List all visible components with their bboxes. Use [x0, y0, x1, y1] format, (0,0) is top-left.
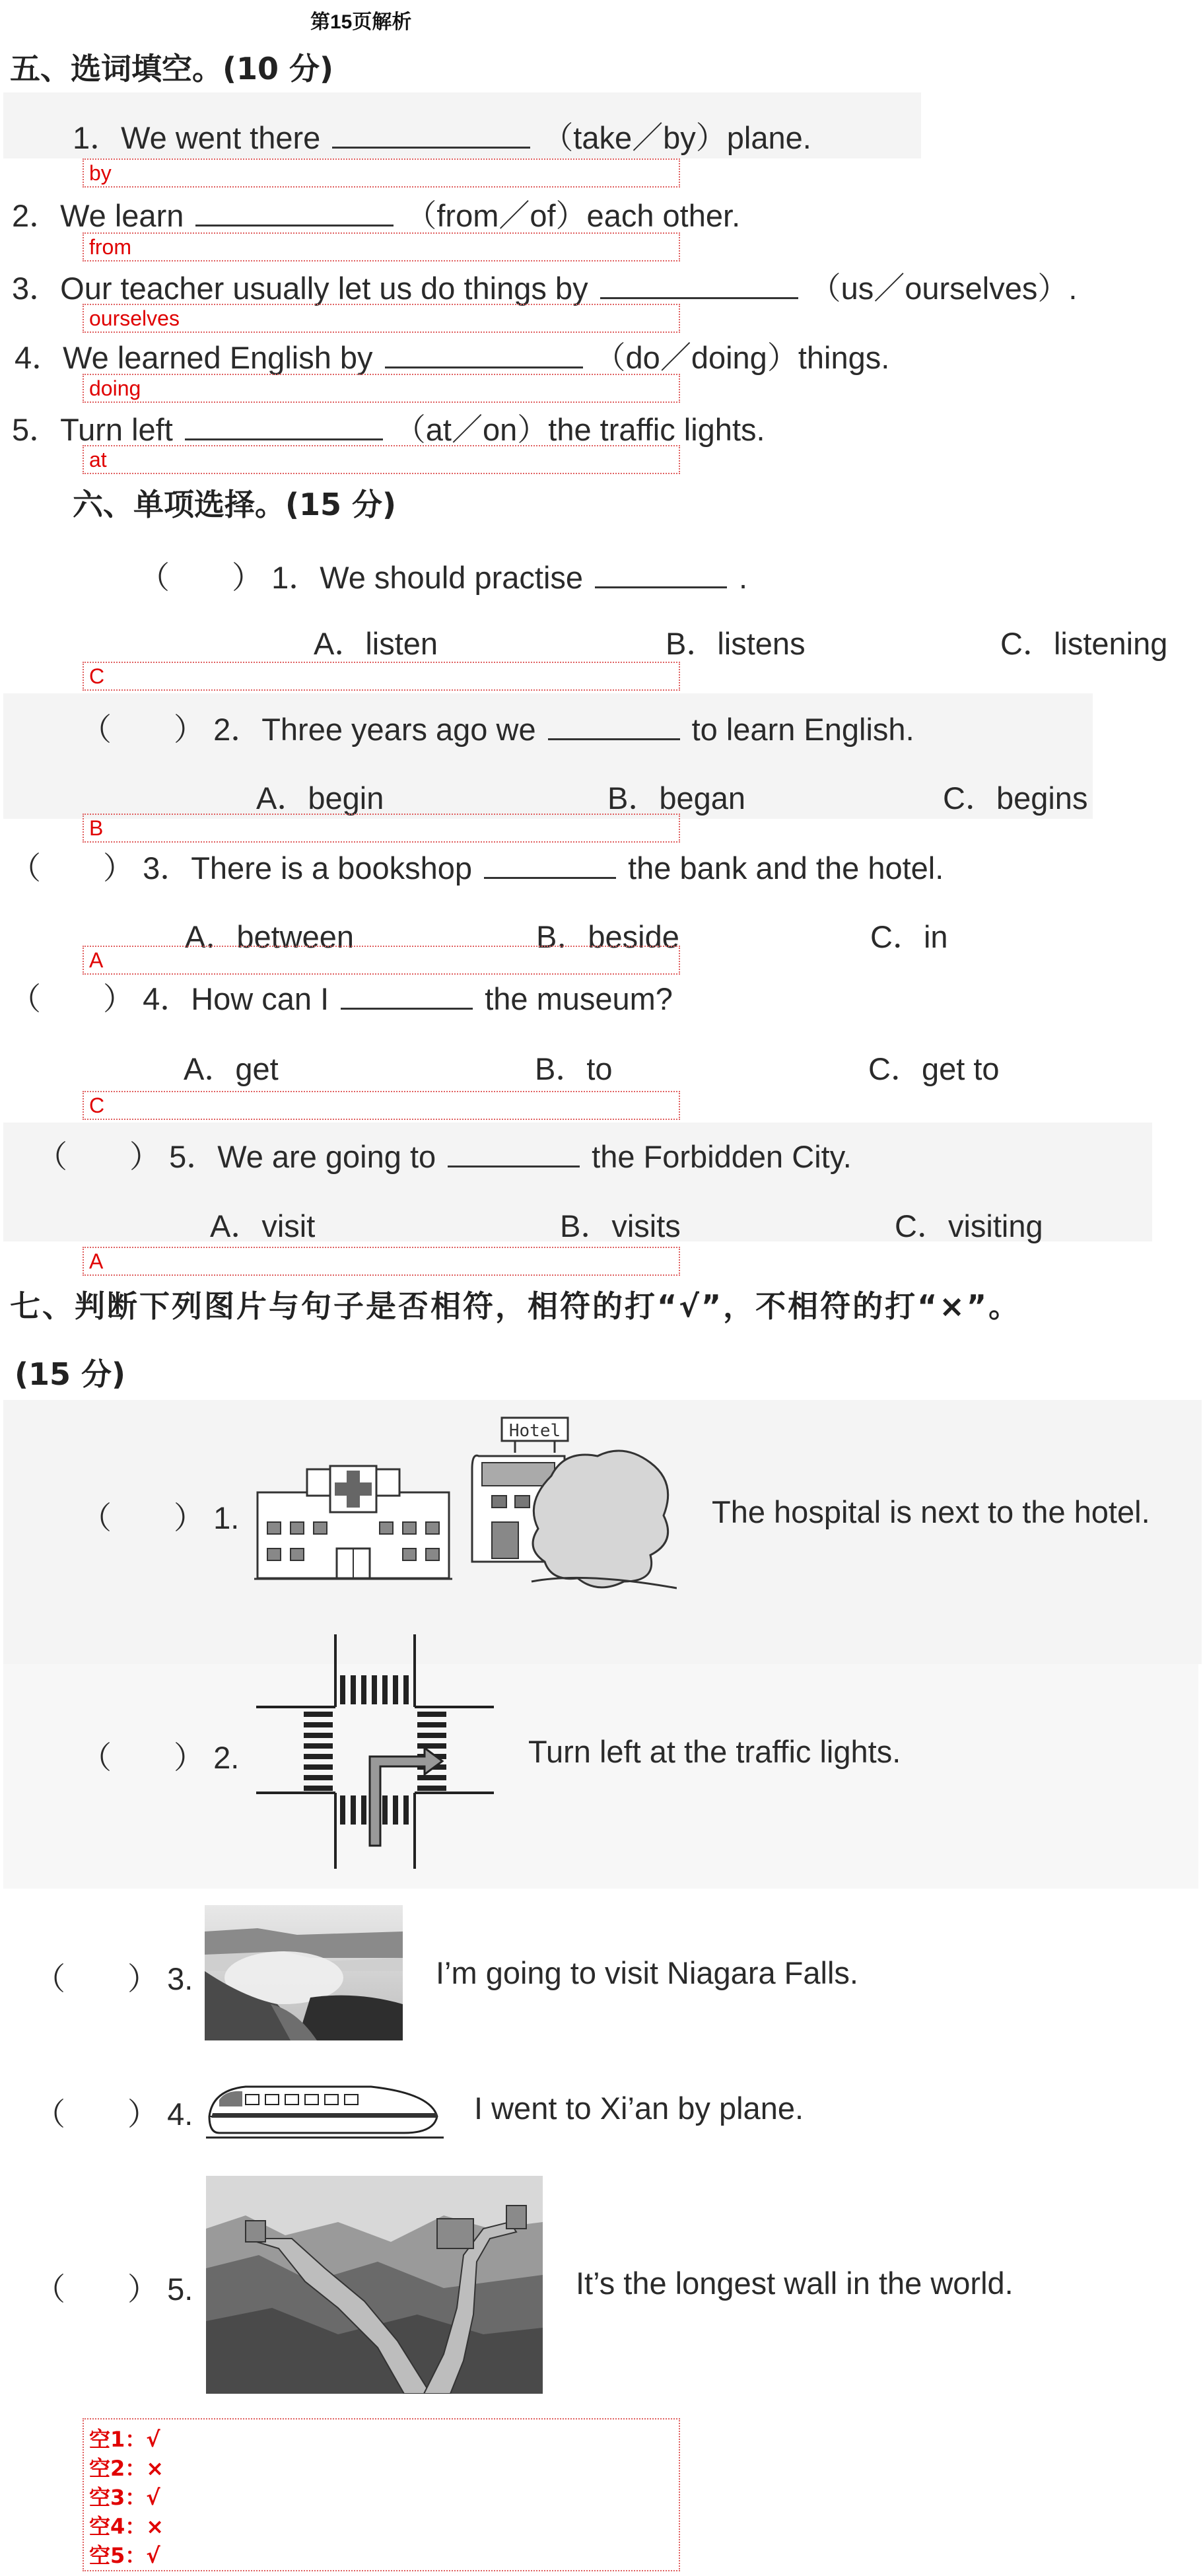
- s7-item5-paren: （ ）: [34, 2272, 158, 2307]
- s7-item-4: [34, 2090, 193, 2134]
- s6-q5-blank: [448, 1139, 580, 1167]
- s7-item-5: [34, 2265, 193, 2309]
- page-title: 第15页解析: [310, 11, 412, 33]
- s6-q1-stem: 1．We should practise: [271, 560, 584, 595]
- s6-answer-4: C: [89, 1094, 105, 1117]
- s6-q3-option-c: C．in: [870, 919, 948, 954]
- s7-item2-sentence: Turn left at the traffic lights.: [528, 1734, 901, 1769]
- s6-question-1: [139, 553, 747, 598]
- s6-q1-blank: [595, 560, 727, 588]
- s7-item3-paren: （ ）: [34, 1961, 158, 1996]
- s7-answer-box: [83, 2418, 680, 2571]
- s6-q5-option-c: C．visiting: [895, 1208, 1043, 1243]
- s7-item5-sentence: It’s the longest wall in the world.: [576, 2266, 1014, 2301]
- s7-item4-sentence: I went to Xi’an by plane.: [474, 2091, 804, 2126]
- s5-q3-blank: [600, 271, 798, 299]
- s6-q3-stem: 3．There is a bookshop: [143, 851, 473, 886]
- s5-question-4: [15, 333, 889, 378]
- niagara-falls-photo: [205, 1905, 403, 2040]
- s6-question-3: [10, 844, 944, 888]
- section6-heading: 六、单项选择。(15 分): [73, 487, 397, 522]
- s6-q2-option-a: A．begin: [256, 781, 384, 816]
- s6-answer-box-4: [83, 1091, 680, 1120]
- s6-q2-stem: 2．Three years ago we: [213, 712, 536, 747]
- s5-answer-3: ourselves: [89, 306, 180, 330]
- s6-q3-stem-end: the bank and the hotel.: [628, 851, 944, 886]
- s5-answer-box-2: [83, 232, 680, 261]
- s6-q4-option-b: B．to: [535, 1051, 613, 1086]
- s5-answer-box-3: [83, 304, 680, 333]
- s7-item-1: [81, 1494, 239, 1538]
- s5-q1-choice: （take／by）plane.: [542, 120, 811, 155]
- s6-answer-box-1: [83, 662, 680, 691]
- s6-q4-stem: 4．How can I: [143, 981, 329, 1016]
- s5-q1-blank: [332, 120, 530, 149]
- s6-answer-box-5: [83, 1247, 680, 1276]
- s5-q4-choice: （do／doing）things.: [594, 340, 890, 375]
- s7-item2-paren: （ ）: [81, 1740, 205, 1775]
- s5-question-2: [12, 191, 740, 236]
- s6-q5-option-b: B．visits: [560, 1208, 681, 1243]
- s6-q5-option-a: A．visit: [210, 1208, 316, 1243]
- s5-answer-1: by: [89, 161, 112, 185]
- s6-q5-stem: 5．We are going to: [169, 1139, 436, 1174]
- s6-question-4: [10, 975, 673, 1019]
- train-illustration: [206, 2077, 444, 2143]
- s6-answer-2: B: [89, 816, 104, 840]
- s5-question-1: [73, 114, 811, 158]
- s7-item4-paren: （ ）: [34, 2097, 158, 2132]
- s6-answer-5: A: [89, 1249, 104, 1273]
- s6-q1-stem-end: .: [739, 560, 748, 595]
- section7-score: (15 分): [15, 1356, 126, 1392]
- s6-q4-stem-end: the museum?: [485, 981, 673, 1016]
- s6-question-5: [36, 1132, 852, 1177]
- s5-answer-box-4: [83, 374, 680, 403]
- s5-q5-choice: （at／on）the traffic lights.: [394, 412, 765, 447]
- s6-q3-paren: （ ）: [10, 851, 134, 886]
- s7-item1-num: 1.: [213, 1500, 240, 1535]
- s6-q3-option-a: A．between: [185, 919, 355, 954]
- s6-answer-1: C: [89, 664, 105, 688]
- great-wall-photo: [206, 2176, 543, 2394]
- s6-q2-paren: （ ）: [81, 712, 205, 747]
- s6-q2-blank: [548, 712, 680, 740]
- s6-answer-box-2: [83, 814, 680, 843]
- s5-question-3: [12, 264, 1077, 308]
- s7-answer-4: 空4：×: [89, 2514, 164, 2539]
- s6-q3-blank: [484, 851, 616, 879]
- s7-item-3: [34, 1955, 193, 1999]
- s5-answer-4: doing: [89, 376, 141, 400]
- s6-q1-paren: （ ）: [139, 560, 263, 595]
- s7-answer-1: 空1：√: [89, 2427, 160, 2452]
- section7-heading: 七、判断下列图片与句子是否相符，相符的打“√”，不相符的打“×”。: [10, 1288, 1021, 1324]
- s6-q2-stem-end: to learn English.: [691, 712, 914, 747]
- s5-q2-stem: 2．We learn: [12, 198, 184, 233]
- hospital-hotel-illustration: [254, 1416, 677, 1601]
- s5-q3-choice: （us／ourselves）.: [809, 271, 1078, 306]
- s7-answer-5: 空5：√: [89, 2543, 160, 2568]
- s7-answer-3: 空3：√: [89, 2485, 160, 2510]
- s7-answer-2: 空2：×: [89, 2456, 164, 2481]
- s7-item-2: [81, 1733, 239, 1778]
- crossroads-illustration: [256, 1634, 494, 1869]
- section5-heading: 五、选词填空。(10 分): [10, 51, 334, 87]
- s6-q5-paren: （ ）: [36, 1139, 160, 1174]
- s5-q2-blank: [195, 198, 394, 226]
- s6-q4-option-c: C．get to: [868, 1051, 1000, 1086]
- s5-answer-5: at: [89, 448, 107, 471]
- s6-q2-option-b: B．began: [607, 781, 746, 816]
- s5-q5-blank: [185, 412, 383, 440]
- s6-answer-box-3: [83, 946, 680, 975]
- s5-answer-box-1: [83, 158, 680, 188]
- s5-q3-stem: 3．Our teacher usually let us do things by: [12, 271, 588, 306]
- s5-q4-stem: 4．We learned English by: [15, 340, 373, 375]
- s6-q5-stem-end: the Forbidden City.: [592, 1139, 852, 1174]
- s7-item3-sentence: I’m going to visit Niagara Falls.: [436, 1955, 858, 1990]
- s7-item3-num: 3.: [167, 1961, 193, 1996]
- s7-item1-sentence: The hospital is next to the hotel.: [712, 1494, 1150, 1529]
- s6-question-2: [81, 705, 914, 749]
- s5-q4-blank: [385, 340, 583, 368]
- s5-question-5: [12, 405, 765, 450]
- s6-q4-paren: （ ）: [10, 981, 134, 1016]
- s7-item4-num: 4.: [167, 2097, 193, 2132]
- s5-answer-box-5: [83, 445, 680, 474]
- s6-q2-option-c: C．begins: [943, 781, 1088, 816]
- s5-answer-2: from: [89, 235, 131, 259]
- s7-item1-paren: （ ）: [81, 1500, 205, 1535]
- s5-q5-stem: 5．Turn left: [12, 412, 173, 447]
- hotel-sign-text: Hotel: [508, 1421, 561, 1441]
- s5-q2-choice: （from／of）each other.: [405, 198, 741, 233]
- s6-q3-option-b: B．beside: [536, 919, 679, 954]
- s6-q4-option-a: A．get: [184, 1051, 279, 1086]
- s6-q1-option-b: B．listens: [666, 626, 806, 661]
- s6-q1-option-a: A．listen: [314, 626, 438, 661]
- s7-item5-num: 5.: [167, 2272, 193, 2307]
- s6-q1-option-c: C．listening: [1000, 626, 1168, 661]
- s7-item2-num: 2.: [213, 1740, 240, 1775]
- s5-q1-stem: 1．We went there: [73, 120, 321, 155]
- s6-answer-3: A: [89, 948, 104, 972]
- s6-q4-blank: [341, 981, 473, 1010]
